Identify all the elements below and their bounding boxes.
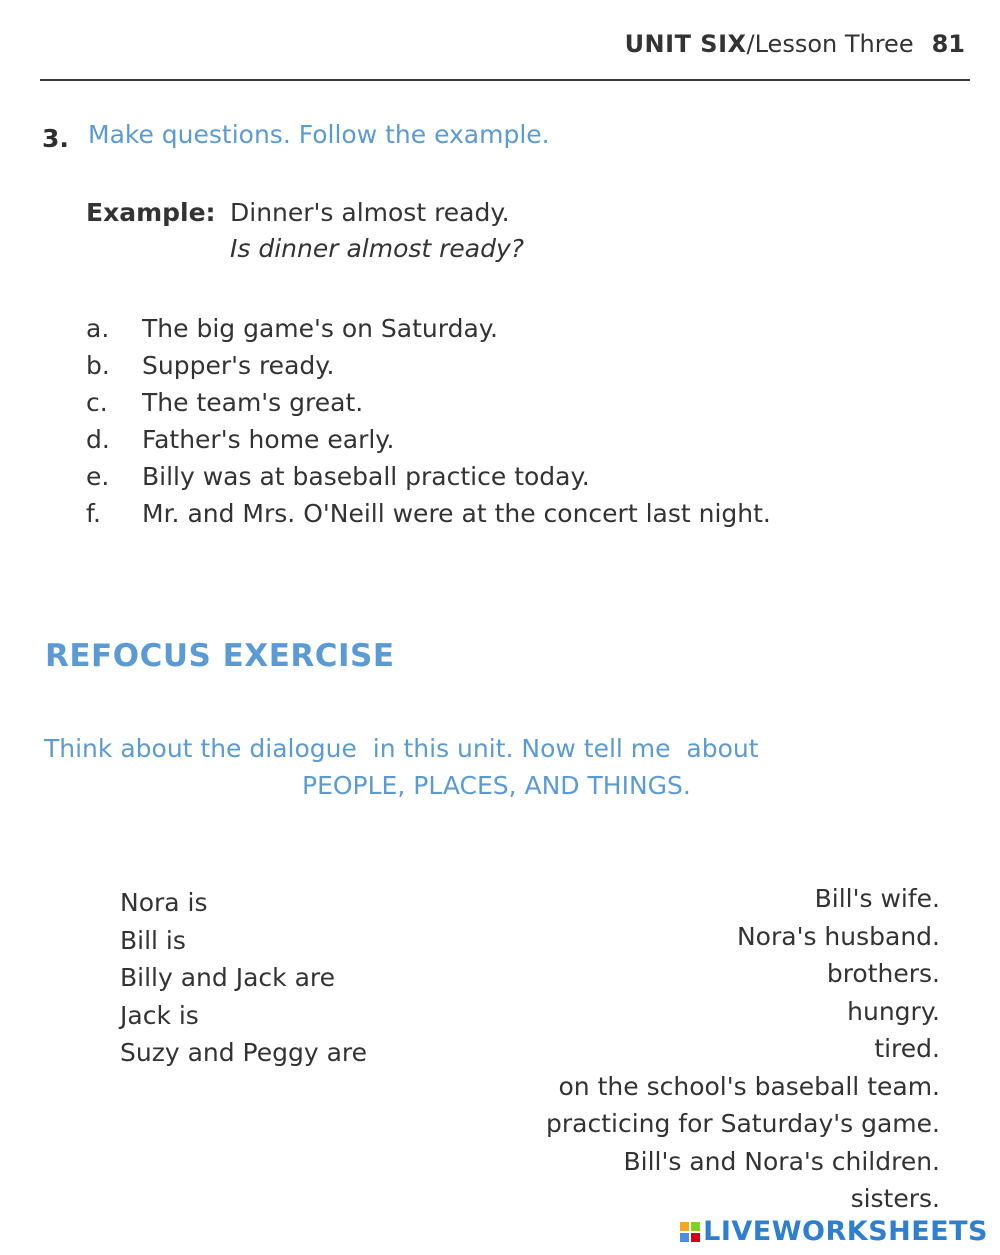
subject-item: Billy and Jack are [120, 963, 336, 992]
header-divider [40, 79, 970, 81]
exercise-item [86, 495, 771, 532]
page-header [625, 30, 965, 58]
exercise-number: 3. [42, 124, 69, 153]
predicate-item: tired. [874, 1034, 940, 1063]
item-text: Mr. and Mrs. O'Neill were at the concert last night. [142, 499, 771, 528]
item-text: Billy was at baseball practice today. [142, 462, 590, 491]
liveworksheets-logo-icon [680, 1222, 700, 1242]
predicate-item: on the school's baseball team. [558, 1071, 940, 1101]
predicate-item: brothers. [826, 959, 940, 988]
exercise-item [86, 310, 771, 347]
refocus-instruction-line1: Think about the dialogue in this unit. Now tell me about [44, 734, 759, 763]
exercise-item [86, 347, 771, 384]
item-text: The team's great. [142, 388, 364, 417]
exercise-item [86, 458, 771, 495]
predicate-item: practicing for Saturday's game. [545, 1109, 940, 1138]
item-text: Father's home early. [142, 425, 395, 454]
subject-item: Jack is [120, 1000, 199, 1030]
item-letter: a. [86, 314, 110, 343]
item-letter: c. [86, 388, 108, 417]
item-text: The big game's on Saturday. [142, 314, 498, 343]
exercise-item [86, 384, 771, 421]
subject-item: Suzy and Peggy are [120, 1038, 368, 1067]
item-letter: e. [86, 462, 110, 491]
exercise-instruction: Make questions. Follow the example. [88, 120, 550, 149]
subject-column [120, 884, 367, 1072]
example-label: Example: [86, 198, 216, 227]
lesson-title: /Lesson Three [746, 30, 914, 58]
predicate-column [546, 880, 940, 1218]
item-letter: b. [86, 351, 110, 380]
item-letter: d. [86, 425, 110, 454]
predicate-item: Nora's husband. [736, 921, 940, 951]
refocus-instruction-line2: PEOPLE, PLACES, AND THINGS. [302, 771, 691, 800]
example-sentence: Dinner's almost ready. [230, 198, 510, 227]
refocus-title: REFOCUS EXERCISE [45, 638, 395, 674]
predicate-item: hungry. [847, 996, 940, 1026]
item-letter: f. [86, 499, 101, 528]
liveworksheets-watermark [680, 1216, 988, 1247]
exercise-item-list [86, 310, 771, 532]
unit-title: UNIT SIX [624, 30, 747, 58]
subject-item: Bill is [120, 925, 186, 955]
subject-item: Nora is [120, 888, 208, 917]
exercise-item [86, 421, 771, 458]
predicate-item: Bill's and Nora's children. [623, 1146, 940, 1176]
watermark-text: LIVEWORKSHEETS [703, 1216, 988, 1247]
item-text: Supper's ready. [142, 351, 335, 380]
page-number: 81 [931, 30, 965, 58]
predicate-item: Bill's wife. [814, 884, 940, 913]
predicate-item: sisters. [850, 1184, 940, 1213]
example-answer: Is dinner almost ready? [230, 234, 525, 263]
